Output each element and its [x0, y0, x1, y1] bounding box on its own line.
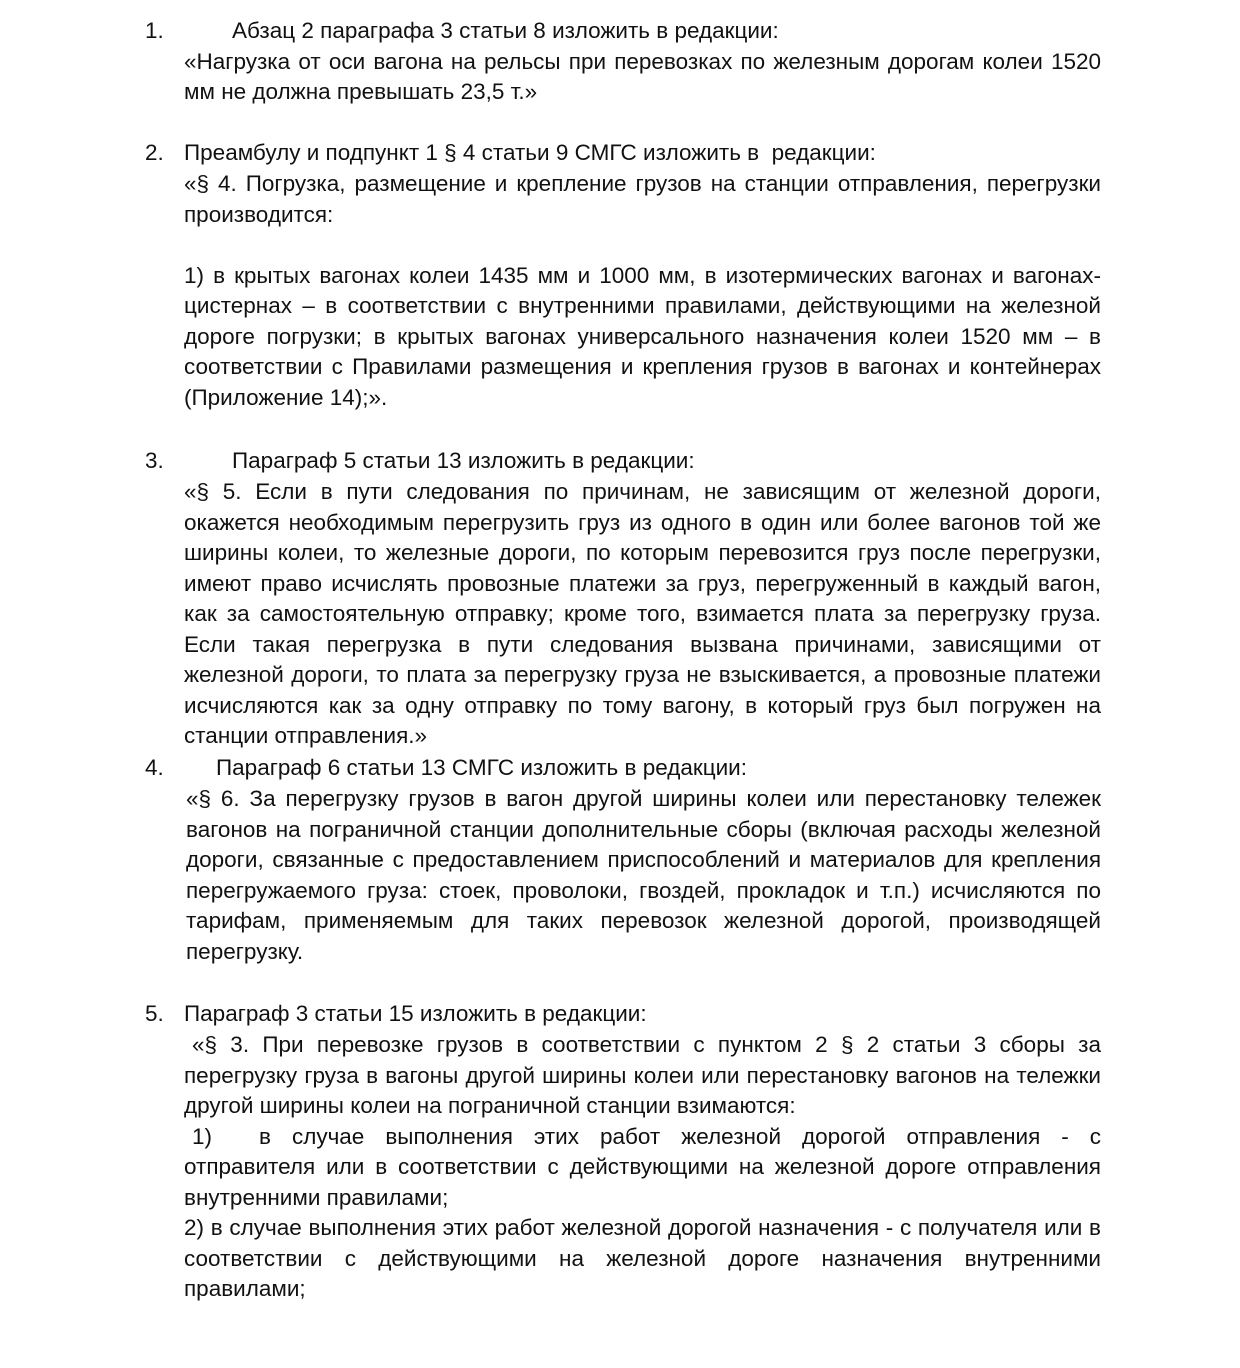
item-heading: Абзац 2 параграфа 3 статьи 8 изложить в редакции:: [232, 18, 779, 43]
paragraph-spacer: [184, 230, 1101, 261]
item-number: 4.: [145, 755, 164, 780]
item-body: [186, 784, 1101, 967]
item-paragraph: «§ 3. При перевозке грузов в соответствии с пунктом 2 § 2 статьи 3 сборы за перегрузку груза в вагоны другой ширины колеи или перестановку вагонов на тележки другой ширины колеи на пограничной станции взимаются:: [184, 1032, 1101, 1118]
sub-item-number: 1): [192, 1123, 213, 1149]
sub-item-text: в случае выполнения этих работ железной дорогой отправления - с отправителя или в соответствии с действующими на железной дороге отправления внутренними правилами;: [184, 1123, 1101, 1210]
item-number: 1.: [145, 18, 164, 43]
sub-item-number: 2): [184, 1215, 205, 1240]
item-heading: Преамбулу и подпункт 1 § 4 статьи 9 СМГС изложить в редакции:: [184, 140, 876, 165]
item-body: [184, 47, 1101, 108]
item-heading: Параграф 6 статьи 13 СМГС изложить в редакции:: [216, 755, 748, 780]
item-number: 3.: [145, 448, 164, 473]
item-body: [184, 477, 1101, 752]
sub-item-text: в случае выполнения этих работ железной дорогой назначения - с получателя или в соответствии с действующими на железной дороге назначения внутренними правилами;: [184, 1215, 1101, 1301]
item-paragraph: «§ 5. Если в пути следования по причинам, не зависящим от железной дороги, окажется необходимым перегрузить груз из одного в один или более вагонов той же ширины колеи, то железные дороги, по которым перевозится груз после перегрузки, имеют право исчислять провозные платежи за груз, перегруженный в каждый вагон, как за самостоятельную отправку; кроме того, взимается плата за перегрузку груза. Если такая перегрузка в пути следования вызвана причинами, зависящими от железной дороги, то плата за перегрузку груза не взыскивается, а провозные платежи исчисляются как за одну отправку по тому вагону, в который груз был погружен на станции отправления.»: [184, 479, 1101, 748]
item-paragraph: «§ 6. За перегрузку грузов в вагон другой ширины колеи или перестановку тележек вагонов на пограничной станции дополнительные сборы (включая расходы железной дороги, связанные с предоставлением приспособлений и материалов для крепления перегружаемого груза: стоек, проволоки, гвоздей, прокладок и т.п.) исчисляются по тарифам, применяемым для таких перевозок железной дорогой, производящей перегрузку.: [186, 786, 1101, 964]
item-number: 5.: [145, 1001, 164, 1026]
sub-item: [184, 1122, 1101, 1214]
item-paragraph: «Нагрузка от оси вагона на рельсы при перевозках по железным дорогам колеи 1520 мм не должна превышать 23,5 т.»: [184, 48, 1101, 104]
item-number: 2.: [145, 140, 164, 165]
item-paragraph: «§ 4. Погрузка, размещение и крепление грузов на станции отправления, перегрузки производится:: [184, 171, 1101, 227]
item-heading: Параграф 3 статьи 15 изложить в редакции:: [184, 1001, 647, 1026]
item-body: [184, 1030, 1101, 1305]
item-paragraph: 1) в крытых вагонах колеи 1435 мм и 1000 мм, в изотермических вагонах и вагонах-цистернах – в соответствии с внутренними правилами, действующими на железной дороге погрузки; в крытых вагонах универсального назначения колеи 1520 мм – в соответствии с Правилами размещения и крепления грузов в вагонах и контейнерах (Приложение 14);».: [184, 262, 1101, 410]
sub-item: [184, 1213, 1101, 1305]
item-heading: Параграф 5 статьи 13 изложить в редакции:: [232, 448, 695, 473]
item-body: [184, 169, 1101, 413]
